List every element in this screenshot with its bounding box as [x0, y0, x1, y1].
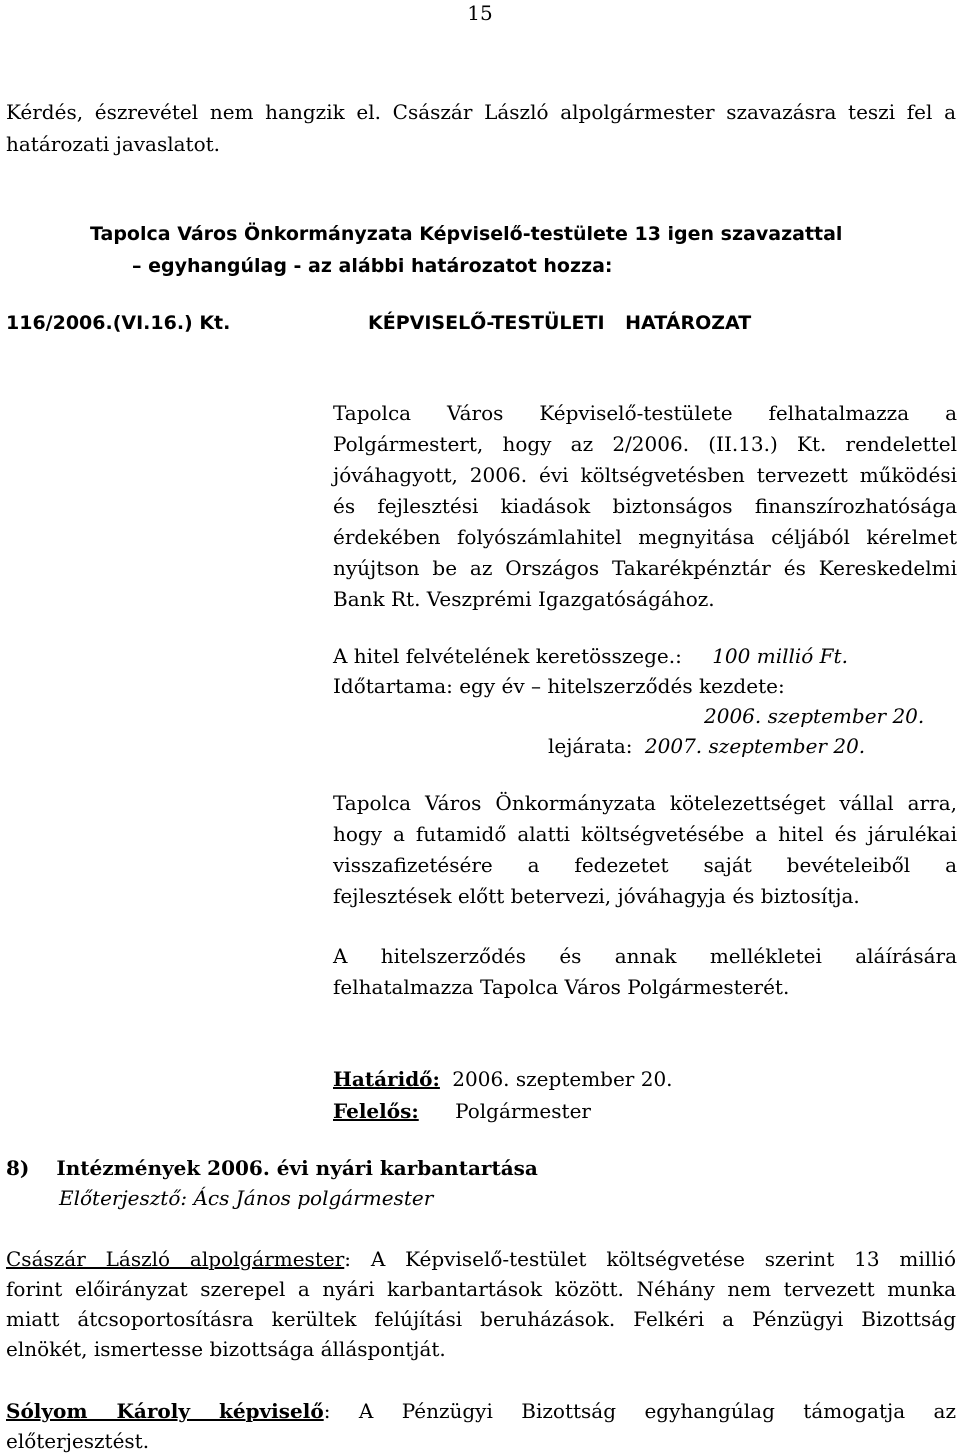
vote-statement — [90, 218, 890, 282]
resolution-p1-line-3: jóváhagyott, 2006. évi költségvetésben tervezett működési — [333, 463, 957, 487]
resolution-p1-line-1: Tapolca Város Képviselő-testülete felhatalmazza a — [333, 401, 957, 425]
resolution-p1-line-5: érdekében folyószámlahitel megnyitása céljából kérelmet — [333, 525, 957, 549]
credit-start-date: 2006. szeptember 20. — [704, 704, 925, 728]
page-number: 15 — [467, 1, 493, 25]
deadline-label: Határidő: — [333, 1067, 440, 1091]
credit-expiry-date: 2007. szeptember 20. — [644, 734, 866, 758]
speech-1-line-4: elnökét, ismertesse bizottsága álláspontját. — [6, 1337, 446, 1361]
speech-2-line-1 — [6, 1396, 956, 1426]
speech-1-line-2: forint előirányzat szerepel a nyári karbantartások között. Néhány nem tervezett munka — [6, 1277, 956, 1301]
credit-duration-label: Időtartama: egy év – hitelszerződés kezdete: — [333, 674, 785, 698]
responsible-row — [333, 1095, 673, 1127]
speech-2 — [6, 1396, 956, 1456]
resolution-title: KÉPVISELŐ-TESTÜLETI HATÁROZAT — [368, 312, 752, 334]
intro-line-1: Kérdés, észrevétel nem hangzik el. Császár László alpolgármester szavazásra teszi fel a — [6, 100, 956, 124]
credit-amount-label: A hitel felvételének keretösszege.: — [333, 644, 682, 668]
speech-2-speaker: Sólyom Károly képviselő — [6, 1399, 324, 1423]
credit-amount-value: 100 millió Ft. — [712, 644, 848, 668]
resolution-paragraph-2 — [333, 788, 957, 912]
credit-amount-row — [333, 641, 957, 671]
vote-line-2: – egyhangúlag - az alábbi határozatot hozza: — [132, 255, 613, 277]
deadline-row — [333, 1063, 673, 1095]
resolution-p3-line-1: A hitelszerződés és annak mellékletei aláírására — [333, 944, 957, 968]
section-8-heading — [6, 1153, 538, 1183]
intro-line-2: határozati javaslatot. — [6, 132, 221, 156]
speech-1-text-1: : A Képviselő-testület költségvetése szerint 13 millió — [344, 1247, 956, 1271]
credit-expiry-label: lejárata: — [548, 734, 633, 758]
resolution-p3-line-2: felhatalmazza Tapolca Város Polgármesterét. — [333, 975, 790, 999]
vote-line-1: Tapolca Város Önkormányzata Képviselő-testülete 13 igen szavazattal — [90, 223, 843, 245]
resolution-p2-line-4: fejlesztések előtt betervezi, jóváhagyja és biztosítja. — [333, 884, 860, 908]
responsible-label: Felelős: — [333, 1099, 419, 1123]
resolution-p1-line-7: Bank Rt. Veszprémi Igazgatóságához. — [333, 587, 715, 611]
resolution-number: 116/2006.(VI.16.) Kt. — [6, 312, 231, 334]
resolution-p1-line-4: és fejlesztési kiadások biztonságos finanszírozhatósága — [333, 494, 957, 518]
speech-1-line-3: miatt átcsoportosításra kerültek felújítási beruházások. Felkéri a Pénzügyi Bizottság — [6, 1307, 956, 1331]
resolution-p1-line-6: nyújtson be az Országos Takarékpénztár és Kereskedelmi — [333, 556, 957, 580]
credit-details — [333, 641, 957, 761]
speech-2-line-2: előterjesztést. — [6, 1429, 150, 1453]
deadline-value: 2006. szeptember 20. — [452, 1067, 673, 1091]
speech-1 — [6, 1244, 956, 1364]
responsible-value: Polgármester — [455, 1099, 591, 1123]
section-8-number: 8) — [6, 1156, 30, 1180]
speech-1-speaker: Császár László alpolgármester — [6, 1247, 345, 1271]
resolution-p2-line-2: hogy a futamidő alatti költségvetésébe a hitel és járulékai — [333, 822, 957, 846]
intro-paragraph — [6, 96, 956, 160]
resolution-p1-line-2: Polgármestert, hogy az 2/2006. (II.13.) Kt. rendelettel — [333, 432, 957, 456]
section-8-presenter: Előterjesztő: Ács János polgármester — [59, 1186, 434, 1210]
deadline-block — [333, 1063, 673, 1127]
resolution-paragraph-1 — [333, 398, 957, 615]
resolution-p2-line-1: Tapolca Város Önkormányzata kötelezettséget vállal arra, — [333, 791, 957, 815]
resolution-p2-line-3: visszafizetésére a fedezetet saját bevételeiből a — [333, 853, 957, 877]
speech-2-text-1: : A Pénzügyi Bizottság egyhangúlag támogatja az — [323, 1399, 957, 1423]
section-8-title: Intézmények 2006. évi nyári karbantartása — [56, 1156, 538, 1180]
speech-1-line-1 — [6, 1244, 956, 1274]
resolution-paragraph-3 — [333, 941, 957, 1003]
credit-expiry-row — [333, 731, 957, 761]
